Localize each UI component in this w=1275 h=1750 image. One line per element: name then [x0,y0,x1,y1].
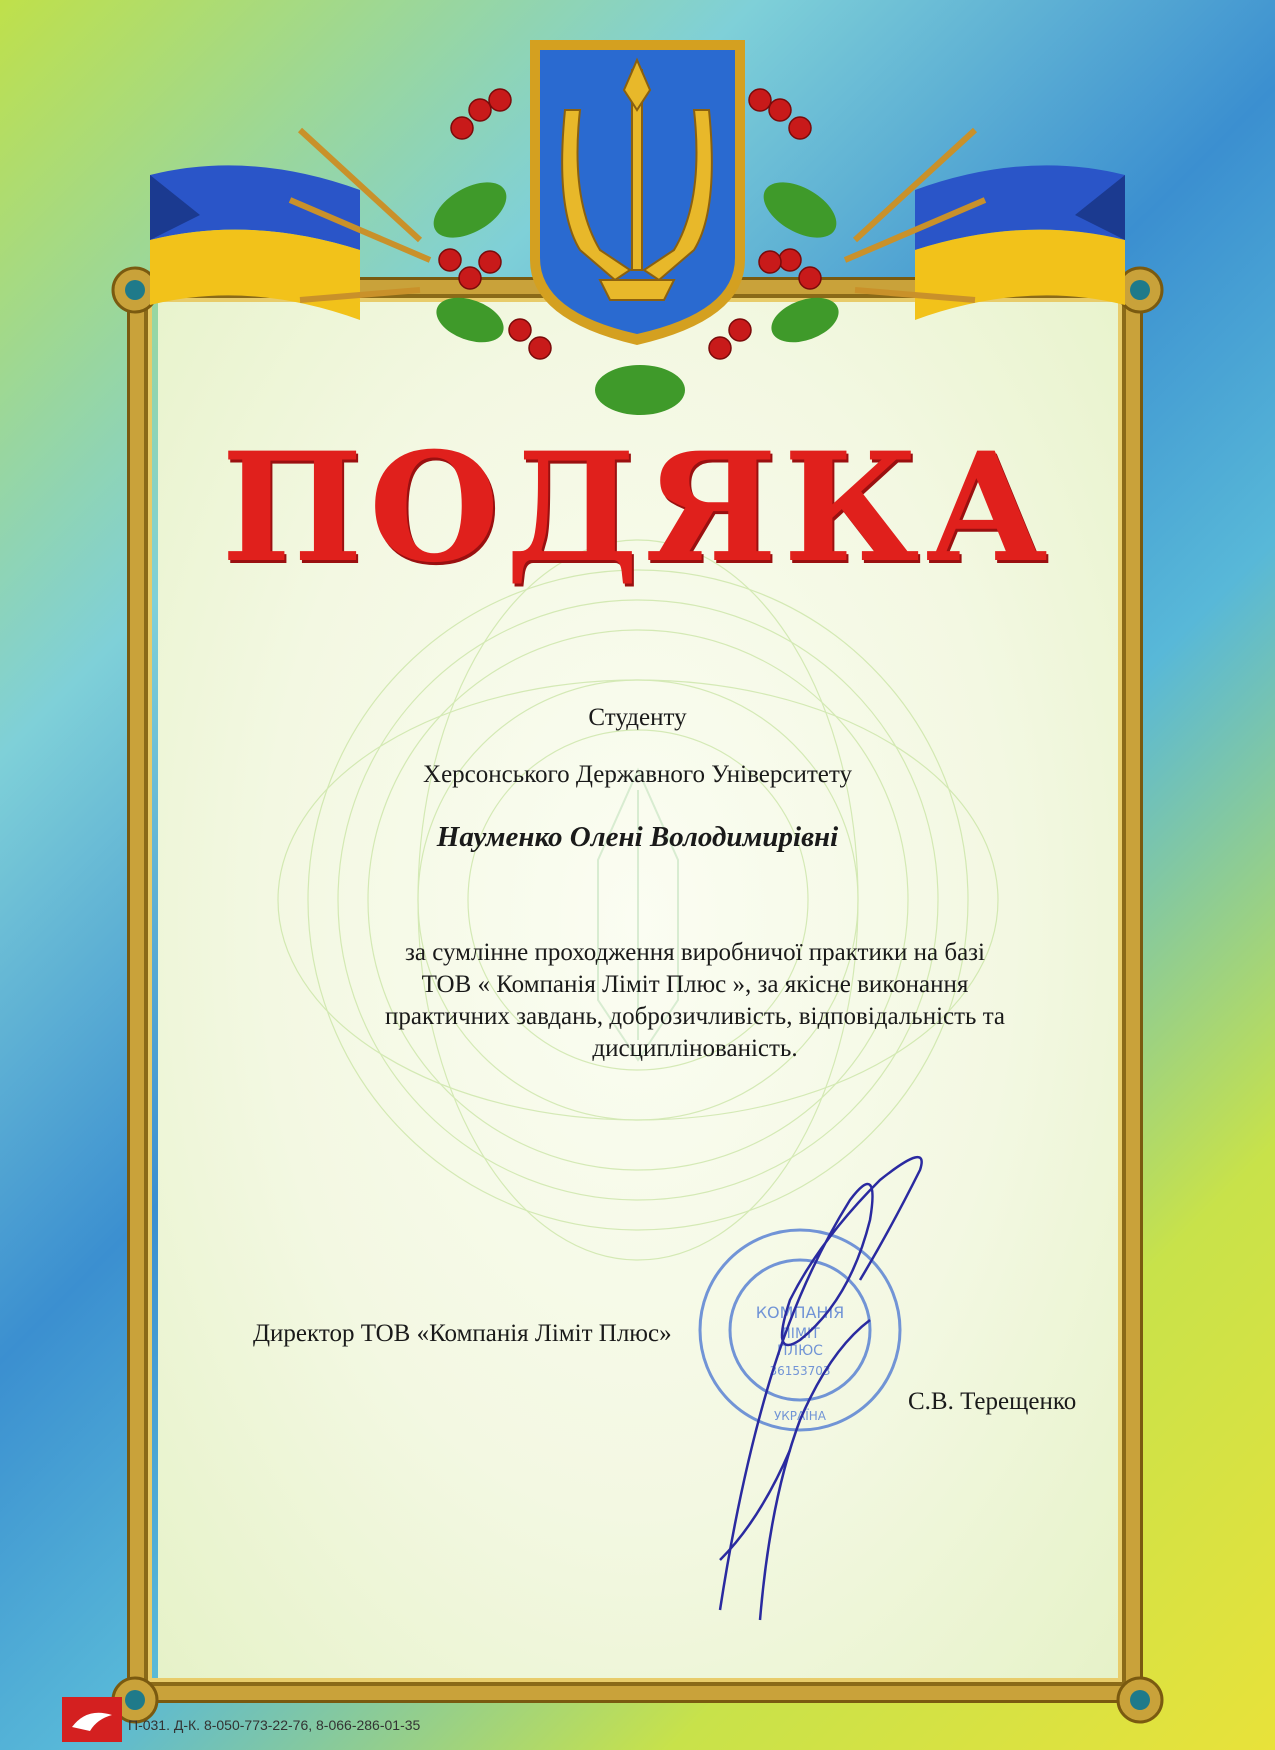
printer-imprint: П-031. Д-К. 8-050-773-22-76, 8-066-286-01-35 [128,1717,421,1733]
publisher-logo-icon [62,1697,122,1742]
svg-text:36153703: 36153703 [769,1364,831,1378]
svg-text:ПЛЮС: ПЛЮС [777,1343,823,1359]
gratitude-line: дисциплінованість. [592,1035,798,1062]
certificate-title: ПОДЯКА [221,420,1054,596]
gratitude-line: практичних завдань, доброзичливість, відповідальність та [384,1003,1006,1030]
svg-text:ЛІМІТ: ЛІМІТ [780,1326,820,1342]
recipient-role: Студенту [588,704,687,731]
institution-name: Херсонського Державного Університету [423,761,852,788]
header-emblem [0,0,1275,440]
svg-text:КОМПАНІЯ: КОМПАНІЯ [755,1303,845,1322]
gratitude-line: за сумлінне проходження виробничої практики на базі [404,939,986,966]
gratitude-line: ТОВ « Компанія Ліміт Плюс », за якісне виконання [421,971,969,998]
gratitude-text [290,937,1100,1065]
signatory-position: Директор ТОВ «Компанія Ліміт Плюс» [253,1320,672,1347]
svg-text:УКРАЇНА: УКРАЇНА [773,1409,827,1423]
ornament-bottom-right-icon [1105,1665,1175,1735]
coat-of-arms-icon [530,40,745,345]
signatory-name: С.В. Терещенко [908,1388,1077,1415]
recipient-name: Науменко Олені Володимирівні [436,821,839,853]
